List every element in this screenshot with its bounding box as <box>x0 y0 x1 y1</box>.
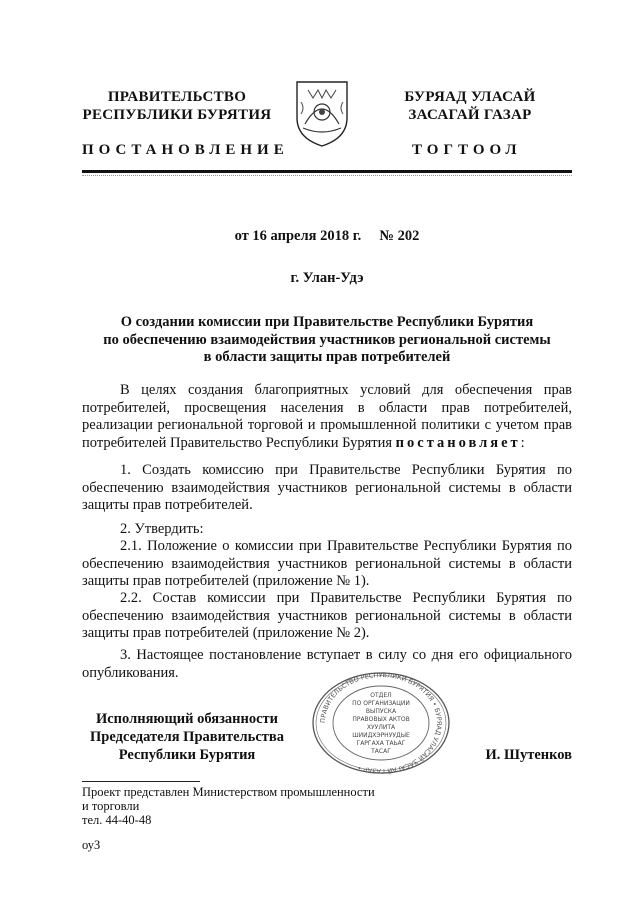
doc-type-ru: ПОСТАНОВЛЕНИЕ <box>82 142 289 158</box>
date-and-number: от 16 апреля 2018 г. № 202 <box>234 228 420 244</box>
doc-type-bua: ТОГТООЛ <box>412 142 522 158</box>
footer-code: оуЗ <box>82 838 101 852</box>
document-title <box>82 314 572 367</box>
government-name-bua-line2: ЗАСАГАЙ ГАЗАР <box>408 107 532 123</box>
signatory-title <box>82 710 292 764</box>
item-2-1: 2.1. Положение о комиссии при Правительстве Республики Бурятия по обеспечению взаимодействия участников региональной системы в области защиты прав потребителей (приложение № 1). <box>82 538 572 589</box>
signatory-name: И. Шутенков <box>485 747 572 763</box>
government-name-ru <box>82 88 272 124</box>
signatory-title-line1: Исполняющий обязанности <box>95 711 279 727</box>
stamp-ring-text: ПРАВИТЕЛЬСТВО РЕСПУБЛИКИ БУРЯТИЯ • БУРЯАД УЛАСАЙ ЗАСАГАЙ ГАЗАР • <box>318 670 444 776</box>
footer-divider <box>82 781 200 782</box>
coat-of-arms-emblem-icon <box>291 78 353 148</box>
preamble-text: В целях создания благоприятных условий для обеспечения прав потребителей, просвещения населения в области прав потребителей, реализации региональной торговой и промышленной политики с учетом прав потребителей Правительство Республики Бурятия <box>82 382 572 451</box>
city: г. Улан-Удэ <box>290 270 364 286</box>
government-name-bua <box>372 88 568 124</box>
preamble-verb: постановляет <box>395 434 521 451</box>
preamble-colon: : <box>520 434 525 451</box>
item-3: 3. Настоящее постановление вступает в силу со дня его официального опубликования. <box>82 647 572 681</box>
stamp-line-1: ОТДЕЛ <box>370 692 392 699</box>
stamp-line-4: ПРАВОВЫХ АКТОВ <box>352 716 410 723</box>
stamp-line-6: ШИИДХЭРНУУДЫЕ <box>352 732 410 739</box>
stamp-line-2: ПО ОРГАНИЗАЦИИ <box>352 700 410 707</box>
item-2: 2. Утвердить: <box>120 521 204 537</box>
footer-line-2: и торговли <box>82 799 140 813</box>
footer-note <box>82 785 502 827</box>
stamp-line-8: ТАСАГ <box>371 748 391 755</box>
title-line-1: О создании комиссии при Правительстве Республики Бурятия <box>120 314 534 330</box>
stamp-line-5: ХУУЛИТА <box>366 724 396 731</box>
government-name-ru-line2: РЕСПУБЛИКИ БУРЯТИЯ <box>82 107 272 123</box>
header-dotted-divider <box>82 175 572 176</box>
government-name-ru-line1: ПРАВИТЕЛЬСТВО <box>107 89 247 105</box>
title-line-3: в области защиты прав потребителей <box>203 349 451 365</box>
footer-line-3: тел. 44-40-48 <box>82 813 152 827</box>
header-divider <box>82 170 572 173</box>
official-round-stamp-icon <box>306 670 456 776</box>
stamp-line-7: ГАРГАХА ТАЬАГ <box>356 740 406 747</box>
preamble-paragraph <box>82 382 572 452</box>
item-1: 1. Создать комиссию при Правительстве Республики Бурятия по обеспечению взаимодействия участников региональной системы в области защиты прав потребителей. <box>82 462 572 513</box>
footer-line-1: Проект представлен Министерством промышленности <box>82 785 375 799</box>
title-line-2: по обеспечению взаимодействия участников региональной системы <box>103 331 551 348</box>
stamp-line-3: ВЫПУСКА <box>365 708 397 715</box>
signatory-title-line2: Председателя Правительства <box>90 729 284 745</box>
government-name-bua-line1: БУРЯАД УЛАСАЙ <box>404 89 536 105</box>
signatory-title-line3: Республики Бурятия <box>118 747 256 763</box>
item-2-2: 2.2. Состав комиссии при Правительстве Республики Бурятия по обеспечению взаимодействия участников региональной системы в области защиты прав потребителей (приложение № 2). <box>82 590 572 641</box>
